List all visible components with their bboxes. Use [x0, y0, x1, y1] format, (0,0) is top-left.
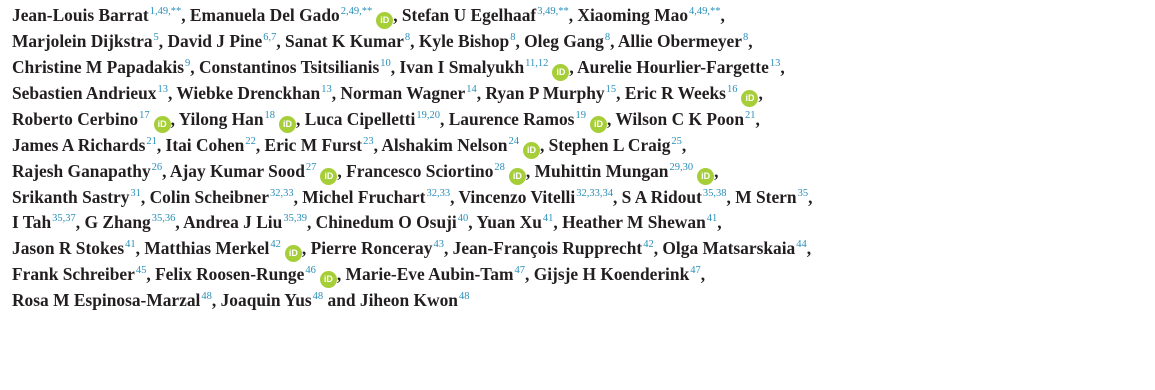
affiliation-marker[interactable]: 8 [742, 32, 749, 43]
author-name: I Tah [12, 212, 52, 233]
affiliation-marker[interactable]: 8 [604, 32, 611, 43]
affiliation-marker[interactable]: 17 [139, 109, 150, 121]
affiliation-marker[interactable]: 11,12 [525, 57, 549, 69]
author-name: Yilong Han [178, 108, 264, 129]
author-separator: , [211, 290, 221, 311]
affiliation-marker[interactable]: 42 [270, 239, 281, 251]
orcid-icon[interactable]: iD [523, 142, 540, 159]
affiliation-marker[interactable]: 5 [153, 32, 159, 43]
author-separator: , [524, 264, 534, 285]
author-separator: , [156, 134, 166, 155]
author-line [12, 55, 1149, 81]
author-name: Felix Roosen-Runge [155, 264, 305, 285]
affiliation-marker[interactable]: 23 [363, 135, 374, 147]
affiliation-marker[interactable]: 40 [457, 213, 469, 225]
author-name: Kyle Bishop [418, 31, 510, 51]
author-line [12, 81, 1149, 107]
author-separator: , [539, 134, 549, 155]
affiliation-marker[interactable]: 48 [312, 291, 324, 303]
affiliation-marker[interactable]: 16 [726, 83, 738, 95]
author-name: Allie Obermeyer [617, 31, 742, 51]
author-separator: , [568, 5, 578, 25]
affiliation-marker[interactable]: 41 [706, 213, 718, 225]
affiliation-marker[interactable]: 28 [494, 161, 505, 173]
author-separator: and [323, 290, 360, 311]
author-name: Emanuela Del Gado [189, 5, 340, 25]
orcid-icon[interactable]: iD [509, 168, 526, 185]
author-name: Christine M Papadakis [12, 56, 184, 77]
affiliation-marker[interactable]: 13 [769, 57, 781, 69]
author-separator: , [158, 31, 168, 51]
author-name: Jean-Louis Barrat [12, 5, 149, 25]
author-separator: , [714, 160, 719, 181]
author-separator: , [336, 264, 346, 285]
author-separator: , [681, 134, 687, 155]
author-separator: , [468, 212, 477, 233]
affiliation-marker[interactable]: 47 [690, 265, 701, 277]
author-name: Frank Schreiber [12, 264, 135, 285]
affiliation-marker[interactable]: 26 [151, 161, 163, 173]
author-name: Aurelie Hourlier-Fargette [577, 56, 769, 77]
affiliation-marker[interactable]: 35,36 [151, 213, 176, 225]
orcid-icon[interactable]: iD [552, 64, 569, 81]
affiliation-marker[interactable]: 14 [466, 83, 477, 95]
author-separator: , [806, 238, 812, 259]
affiliation-marker[interactable]: 45 [135, 265, 147, 277]
affiliation-marker[interactable]: 48 [458, 291, 470, 303]
affiliation-marker[interactable]: 18 [264, 109, 276, 121]
author-separator: , [410, 31, 419, 51]
author-separator: , [808, 186, 813, 207]
author-name: Heather M Shewan [562, 212, 706, 233]
author-separator: , [553, 212, 563, 233]
author-line [12, 236, 1149, 262]
author-name: Itai Cohen [165, 134, 245, 155]
author-name: Sanat K Kumar [285, 31, 404, 51]
author-name: Stephen L Craig [548, 134, 671, 155]
author-name: Eric M Furst [264, 134, 363, 155]
author-name: Ajay Kumar Sood [169, 160, 305, 181]
author-separator: , [450, 186, 459, 207]
author-separator: , [780, 56, 785, 77]
affiliation-marker[interactable]: 47 [514, 265, 525, 277]
affiliation-marker[interactable]: 44 [796, 239, 807, 251]
author-name: Vincenzo Vitelli [458, 186, 576, 207]
author-name: Luca Cipelletti [304, 108, 416, 129]
author-name: S A Ridout [621, 186, 702, 207]
author-name: Francesco Sciortino [346, 160, 494, 181]
affiliation-marker[interactable]: 32,33 [269, 187, 294, 199]
author-line [12, 288, 1149, 314]
affiliation-marker[interactable]: 32,33 [426, 187, 451, 199]
author-separator: , [726, 186, 736, 207]
affiliation-marker[interactable]: 31 [130, 187, 141, 199]
affiliation-marker[interactable]: 35 [797, 187, 809, 199]
orcid-icon[interactable]: iD [279, 116, 296, 133]
author-separator: , [717, 212, 722, 233]
affiliation-marker[interactable]: 13 [321, 83, 332, 95]
affiliation-marker[interactable]: 19,20 [416, 109, 440, 121]
affiliation-marker[interactable]: 2,49,** [340, 6, 373, 17]
author-name: Gijsje H Koenderink [533, 264, 690, 285]
author-name: Marjolein Dijkstra [12, 31, 153, 51]
orcid-icon[interactable]: iD [285, 245, 302, 262]
author-separator: , [190, 56, 199, 77]
affiliation-marker[interactable]: 42 [643, 239, 654, 251]
author-name: Jiheon Kwon [359, 290, 458, 311]
author-separator: , [175, 212, 184, 233]
author-separator: , [476, 82, 486, 103]
author-name: Muhittin Mungan [534, 160, 669, 181]
orcid-icon[interactable]: iD [320, 168, 337, 185]
author-name: Wiebke Drenckhan [176, 82, 321, 103]
author-line [12, 29, 1149, 55]
affiliation-marker[interactable]: 35,39 [283, 213, 307, 225]
author-name: David J Pine [167, 31, 263, 51]
author-separator: , [700, 264, 706, 285]
author-separator: , [616, 82, 625, 103]
affiliation-marker[interactable]: 27 [305, 161, 317, 173]
affiliation-marker[interactable]: 24 [508, 135, 519, 147]
author-separator: , [296, 108, 305, 129]
affiliation-marker[interactable]: 21 [745, 109, 756, 121]
author-separator: , [515, 31, 525, 51]
author-name: Chinedum O Osuji [315, 212, 457, 233]
author-name: Jean-François Rupprecht [452, 238, 643, 259]
affiliation-marker[interactable]: 41 [125, 239, 136, 251]
orcid-icon[interactable]: iD [154, 116, 171, 133]
author-separator: , [162, 160, 170, 181]
affiliation-marker[interactable]: 35,38 [702, 187, 727, 199]
affiliation-marker[interactable]: 1,49,** [149, 6, 182, 17]
author-separator: , [181, 5, 190, 25]
affiliation-marker[interactable]: 35,37 [52, 213, 76, 225]
author-separator: , [306, 212, 316, 233]
affiliation-marker[interactable]: 22 [245, 135, 256, 147]
author-name: Oleg Gang [524, 31, 604, 51]
author-name: Jason R Stokes [12, 238, 125, 259]
author-name: Srikanth Sastry [12, 186, 130, 207]
author-separator: , [612, 186, 622, 207]
author-separator: , [276, 31, 286, 51]
author-separator: , [390, 56, 400, 77]
author-separator: , [337, 160, 347, 181]
author-line [12, 3, 1149, 29]
author-name: Sebastien Andrieux [12, 82, 157, 103]
orcid-icon[interactable]: iD [741, 90, 758, 107]
author-separator: , [653, 238, 663, 259]
author-name: Constantinos Tsitsilianis [198, 56, 380, 77]
affiliation-marker[interactable]: 10 [380, 57, 391, 69]
author-line [12, 159, 1149, 185]
affiliation-marker[interactable]: 29,30 [669, 161, 694, 173]
author-separator: , [758, 82, 763, 103]
author-line [12, 133, 1149, 159]
author-name: Ivan I Smalyukh [399, 56, 525, 77]
affiliation-marker[interactable]: 25 [671, 135, 682, 147]
author-name: Marie-Eve Aubin-Tam [345, 264, 514, 285]
author-line [12, 210, 1149, 236]
author-name: G Zhang [84, 212, 151, 233]
author-separator: , [720, 5, 725, 25]
author-separator: , [167, 82, 177, 103]
author-name: Ryan P Murphy [485, 82, 605, 103]
author-separator: , [331, 82, 341, 103]
author-name: Norman Wagner [340, 82, 466, 103]
affiliation-marker[interactable]: 6,7 [263, 32, 277, 43]
author-name: Andrea J Liu [183, 212, 283, 233]
author-name: Joaquin Yus [220, 290, 312, 311]
author-separator: , [610, 31, 618, 51]
affiliation-marker[interactable]: 46 [305, 265, 316, 277]
orcid-icon[interactable]: iD [697, 168, 714, 185]
author-name: Rajesh Ganapathy [12, 160, 151, 181]
affiliation-marker[interactable]: 4,49,** [689, 6, 721, 17]
affiliation-marker[interactable]: 19 [575, 109, 586, 121]
author-separator: , [140, 186, 150, 207]
affiliation-marker[interactable]: 13 [157, 83, 168, 95]
author-name: Matthias Merkel [144, 238, 270, 259]
affiliation-marker[interactable]: 21 [146, 135, 157, 147]
affiliation-marker[interactable]: 43 [433, 239, 444, 251]
affiliation-marker[interactable]: 32,33,34 [576, 187, 613, 199]
author-name: Olga Matsarskaia [662, 238, 796, 259]
author-name: James A Richards [12, 134, 146, 155]
author-separator: , [170, 108, 179, 129]
author-name: Michel Fruchart [302, 186, 426, 207]
author-separator: , [75, 212, 85, 233]
author-separator: , [748, 31, 753, 51]
author-line [12, 185, 1149, 211]
author-name: Pierre Ronceray [310, 238, 433, 259]
affiliation-marker[interactable]: 8 [404, 32, 411, 43]
author-name: Stefan U Egelhaaf [401, 5, 537, 25]
author-separator: , [393, 5, 402, 25]
author-name: Colin Scheibner [149, 186, 269, 207]
affiliation-marker[interactable]: 9 [185, 57, 191, 69]
author-separator: , [301, 238, 311, 259]
affiliation-marker[interactable]: 3,49,** [537, 6, 569, 17]
author-name: M Stern [735, 186, 797, 207]
author-separator: , [525, 160, 535, 181]
orcid-icon[interactable]: iD [590, 116, 607, 133]
author-name: Xiaoming Mao [577, 5, 689, 25]
author-separator: , [443, 238, 453, 259]
author-name: Roberto Cerbino [12, 108, 139, 129]
author-name: Wilson C K Poon [615, 108, 745, 129]
author-separator: , [373, 134, 382, 155]
affiliation-marker[interactable]: 48 [201, 291, 212, 303]
author-line [12, 107, 1149, 133]
author-separator: , [569, 56, 578, 77]
author-separator: , [135, 238, 145, 259]
author-line [12, 262, 1149, 288]
orcid-icon[interactable]: iD [320, 271, 337, 288]
author-separator: , [606, 108, 616, 129]
author-name: Eric R Weeks [624, 82, 726, 103]
affiliation-marker[interactable]: 15 [605, 83, 617, 95]
affiliation-marker[interactable]: 8 [510, 32, 516, 43]
author-name: Yuan Xu [476, 212, 542, 233]
author-separator: , [439, 108, 449, 129]
author-separator: , [755, 108, 760, 129]
author-name: Alshakim Nelson [381, 134, 508, 155]
author-separator: , [146, 264, 156, 285]
affiliation-marker[interactable]: 41 [542, 213, 554, 225]
author-name: Rosa M Espinosa-Marzal [12, 290, 201, 311]
orcid-icon[interactable]: iD [376, 12, 393, 29]
author-name: Laurence Ramos [448, 108, 575, 129]
author-separator: , [255, 134, 265, 155]
author-separator: , [293, 186, 303, 207]
